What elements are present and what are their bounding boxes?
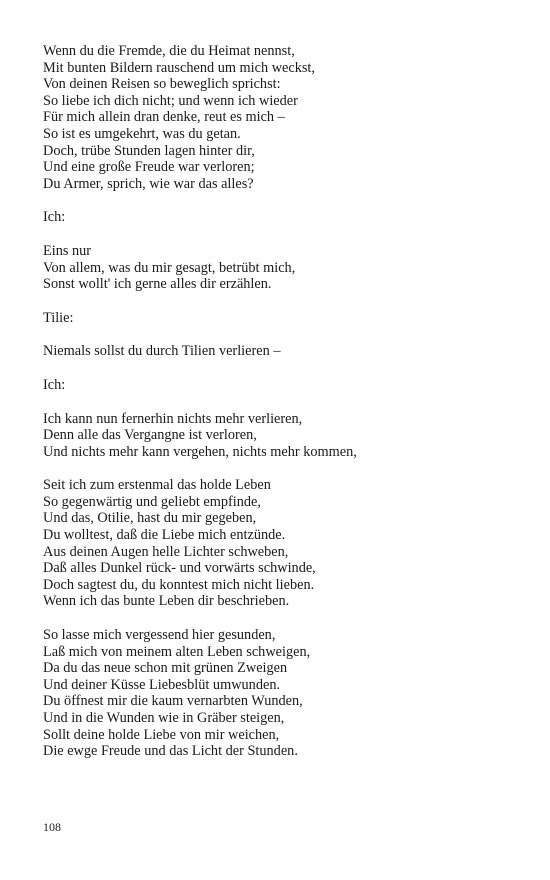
- verse-line: Für mich allein dran denke, reut es mich –: [43, 109, 285, 126]
- verse-line: Laß mich von meinem alten Leben schweigen,: [43, 643, 311, 660]
- verse-line: Wenn ich das bunte Leben dir beschrieben.: [43, 593, 290, 610]
- verse-line: Sollt deine holde Liebe von mir weichen,: [43, 726, 280, 743]
- page-number: 108: [43, 820, 61, 834]
- verse-line: Und deiner Küsse Liebesblüt umwunden.: [43, 676, 281, 693]
- speaker-label: [43, 209, 523, 226]
- speaker-label: [43, 310, 523, 327]
- verse-line: Da du das neue schon mit grünen Zweigen: [43, 660, 288, 677]
- stanza: [43, 343, 523, 360]
- verse-line: Daß alles Dunkel rück- und vorwärts schwinde,: [43, 560, 316, 577]
- speaker-name: Ich:: [43, 376, 66, 393]
- verse-line: Und in die Wunden wie in Gräber steigen,: [43, 710, 285, 726]
- speaker-name: Ich:: [43, 209, 66, 226]
- stanza: [43, 411, 523, 461]
- verse-line: Ich kann nun fernerhin nichts mehr verlieren,: [43, 410, 303, 427]
- stanza: [43, 43, 523, 192]
- verse-line: So liebe ich dich nicht; und wenn ich wieder: [43, 92, 298, 109]
- speaker-name: Tilie:: [43, 309, 74, 326]
- verse-line: Von deinen Reisen so beweglich sprichst:: [43, 76, 281, 93]
- verse-line: Doch, trübe Stunden lagen hinter dir,: [43, 142, 255, 159]
- verse-line: Seit ich zum erstenmal das holde Leben: [43, 477, 271, 494]
- verse-line: So gegenwärtig und geliebt empfinde,: [43, 493, 261, 510]
- verse-line: Aus deinen Augen helle Lichter schweben,: [43, 543, 289, 560]
- verse-line: Doch sagtest du, du konntest mich nicht lieben.: [43, 576, 315, 593]
- stanza: [43, 477, 523, 610]
- verse-line: So ist es umgekehrt, was du getan.: [43, 125, 241, 142]
- verse-line: Sonst wollt' ich gerne alles dir erzählen.: [43, 276, 272, 293]
- verse-line: Du wolltest, daß die Liebe mich entzünde.: [43, 527, 286, 544]
- stanza: [43, 243, 523, 293]
- verse-line: Und nichts mehr kann vergehen, nichts mehr kommen,: [43, 443, 357, 460]
- verse-line: Von allem, was du mir gesagt, betrübt mich,: [43, 259, 296, 276]
- verse-line: Niemals sollst du durch Tilien verlieren –: [43, 343, 281, 360]
- poem-text: [43, 43, 523, 777]
- verse-line: Denn alle das Vergangne ist verloren,: [43, 427, 257, 444]
- verse-line: Und das, Otilie, hast du mir gegeben,: [43, 510, 257, 527]
- verse-line: Wenn du die Fremde, die du Heimat nennst,: [43, 43, 295, 59]
- verse-line: Mit bunten Bildern rauschend um mich weckst,: [43, 59, 315, 76]
- verse-line: Du Armer, sprich, wie war das alles?: [43, 175, 254, 192]
- verse-line: Du öffnest mir die kaum vernarbten Wunden,: [43, 693, 303, 710]
- verse-line: Und eine große Freude war verloren;: [43, 159, 255, 176]
- verse-line: Eins nur: [43, 242, 92, 259]
- verse-line: Die ewge Freude und das Licht der Stunden.: [43, 743, 298, 760]
- verse-line: So lasse mich vergessend hier gesunden,: [43, 627, 276, 644]
- speaker-label: [43, 377, 523, 394]
- stanza: [43, 627, 523, 760]
